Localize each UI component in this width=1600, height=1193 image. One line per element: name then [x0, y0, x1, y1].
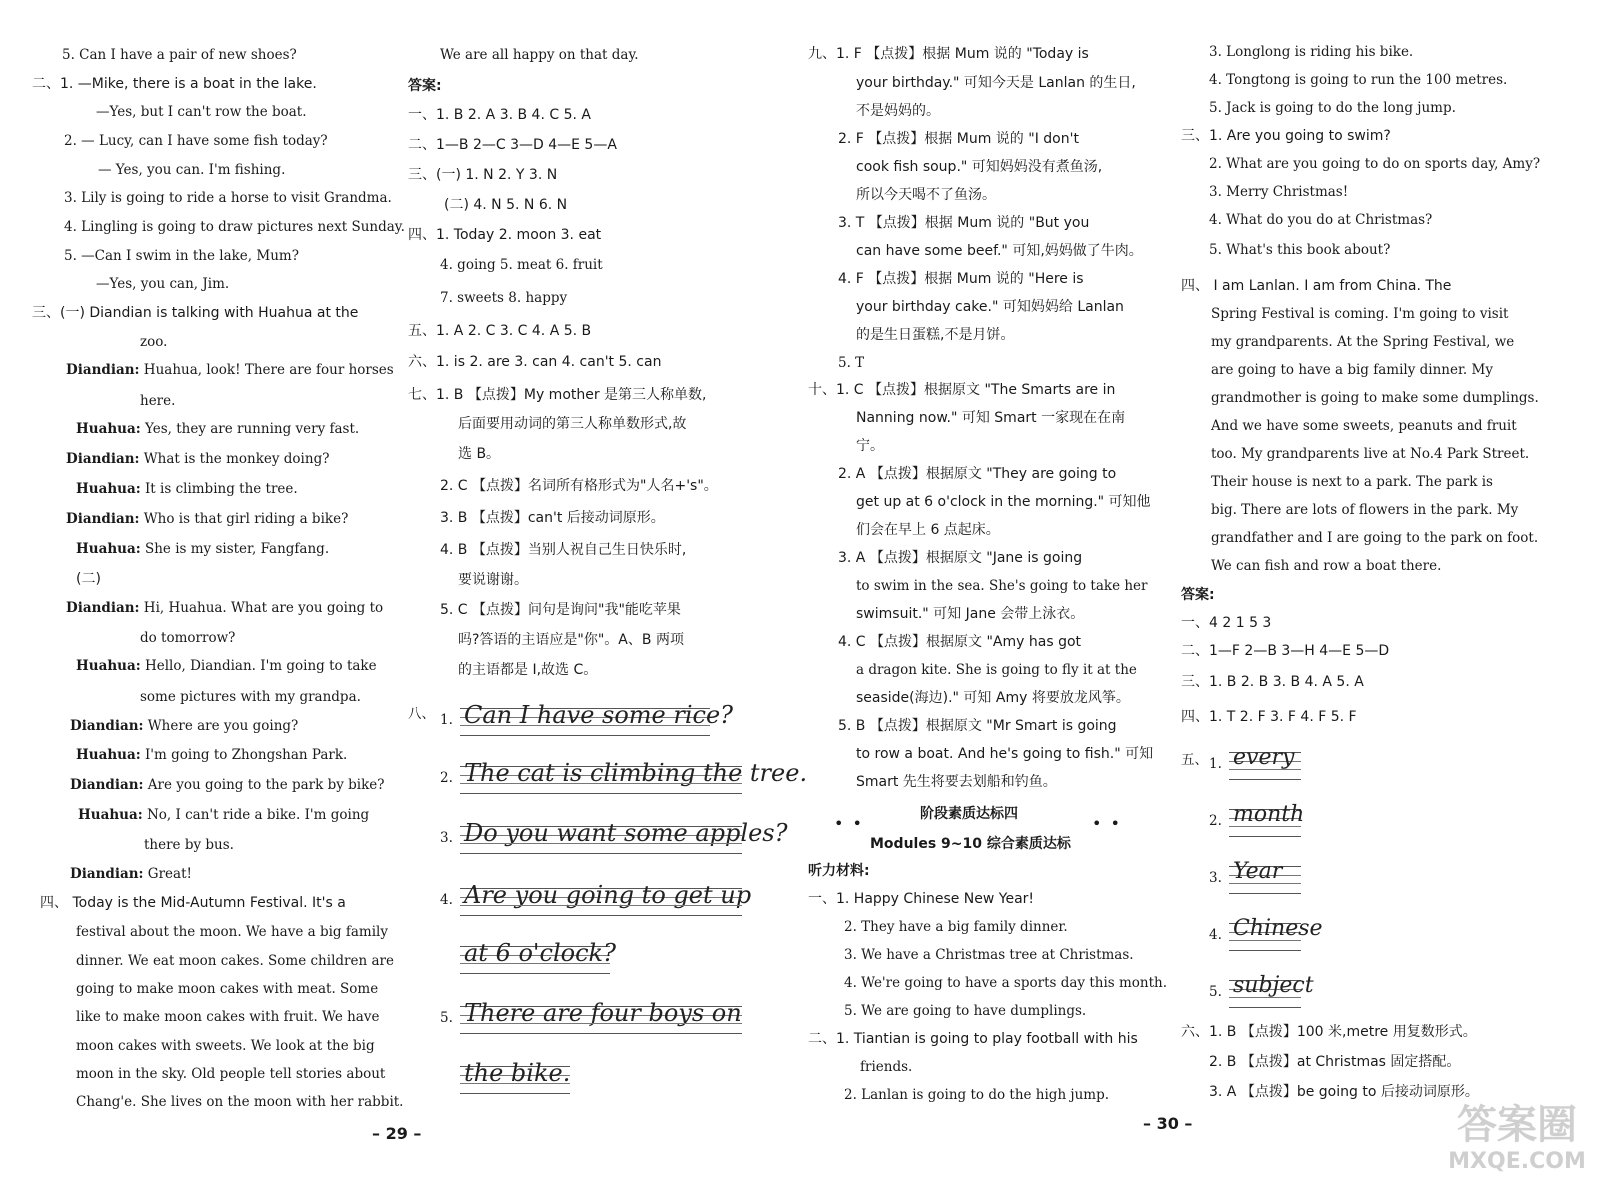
- text-line: Diandian: Are you going to the park by bike?: [70, 777, 385, 793]
- ruled-line: [460, 819, 788, 854]
- text-line: Huahua: She is my sister, Fangfang.: [76, 541, 330, 557]
- text-line: my grandparents. At the Spring Festival, we: [1211, 334, 1515, 350]
- item-number: 1.: [1209, 756, 1222, 772]
- text-line: 4. C 【点拨】根据原文 "Amy has got: [838, 634, 1082, 650]
- text-line: 九、1. F 【点拨】根据 Mum 说的 "Today is: [808, 46, 1089, 62]
- text-line: 7. sweets 8. happy: [440, 290, 568, 306]
- text-line: too. My grandparents live at No.4 Park Street.: [1211, 446, 1530, 462]
- speaker-name: Huahua:: [76, 481, 141, 497]
- text-line: 4. F 【点拨】根据 Mum 说的 "Here is: [838, 271, 1084, 287]
- text-line: 2. B 【点拨】at Christmas 固定搭配。: [1209, 1054, 1461, 1070]
- text-line: grandmother is going to make some dumplings.: [1211, 390, 1539, 406]
- text-line: 5. Can I have a pair of new shoes?: [62, 47, 297, 63]
- text-line: there by bus.: [144, 837, 234, 853]
- handwritten-answer: every: [1233, 745, 1295, 770]
- watermark-logo: [1442, 1101, 1592, 1187]
- ruled-line: [1229, 973, 1314, 1008]
- item-number: 5.: [440, 1010, 453, 1026]
- text-line: 4. What do you do at Christmas?: [1209, 212, 1433, 228]
- text-line: — Yes, you can. I'm fishing.: [98, 162, 286, 178]
- text-line: We are all happy on that day.: [440, 47, 639, 63]
- ruled-line: [1229, 745, 1301, 780]
- text-line: Nanning now." 可知 Smart 一家现在在南: [856, 410, 1126, 426]
- handwritten-answer: Chinese: [1233, 916, 1323, 941]
- text-line: 3. Merry Christmas!: [1209, 184, 1349, 200]
- text-line: 4. Lingling is going to draw pictures next Sunday.: [64, 219, 405, 235]
- text-line: Huahua: Hello, Diandian. I'm going to take: [76, 658, 377, 674]
- text-line: 2. — Lucy, can I have some fish today?: [64, 133, 328, 149]
- text-line: 七、1. B 【点拨】My mother 是第三人称单数,: [408, 387, 707, 403]
- text-line: get up at 6 o'clock in the morning." 可知他: [856, 494, 1151, 510]
- page-divider: [790, 0, 791, 1193]
- item-number: 2.: [1209, 813, 1222, 829]
- text-line: 3. We have a Christmas tree at Christmas.: [844, 947, 1134, 963]
- text-line: Diandian: Where are you going?: [70, 718, 299, 734]
- text-line: 三、1. Are you going to swim?: [1181, 128, 1391, 144]
- ruled-line: [1229, 859, 1301, 894]
- ruled-line: [1229, 802, 1305, 837]
- text-line: moon cakes with sweets. We look at the big: [76, 1038, 375, 1054]
- text-line: 5. We are going to have dumplings.: [844, 1003, 1087, 1019]
- text-line: Diandian: Who is that girl riding a bike?: [66, 511, 349, 527]
- ruled-line: [460, 759, 808, 794]
- text-line: 的主语都是 I,故选 C。: [458, 662, 598, 678]
- text-line: 3. B 【点拨】can't 后接动词原形。: [440, 510, 665, 526]
- section-label-8: 八、: [408, 706, 435, 722]
- speaker-name: Diandian:: [66, 451, 140, 467]
- ruled-line: [460, 701, 734, 736]
- speaker-name: Huahua:: [76, 747, 141, 763]
- text-line: can have some beef." 可知,妈妈做了牛肉。: [856, 243, 1143, 259]
- speaker-name: Huahua:: [78, 807, 143, 823]
- text-line: Huahua: It is climbing the tree.: [76, 481, 298, 497]
- text-line: 的是生日蛋糕,不是月饼。: [856, 327, 1015, 343]
- text-line: 2. C 【点拨】名词所有格形式为"人名+'s"。: [440, 478, 718, 494]
- text-line: 4. going 5. meat 6. fruit: [440, 257, 603, 273]
- text-line: 三、(一) 1. N 2. Y 3. N: [408, 167, 558, 183]
- text-line: 二、1. —Mike, there is a boat in the lake.: [32, 76, 317, 92]
- text-line: 5. Jack is going to do the long jump.: [1209, 100, 1456, 116]
- ruled-line: [460, 939, 616, 974]
- text-line: grandfather and I are going to the park on foot.: [1211, 530, 1539, 546]
- text-line: 二、1—F 2—B 3—H 4—E 5—D: [1181, 643, 1390, 659]
- text-line: 5. C 【点拨】问句是询问"我"能吃苹果: [440, 602, 681, 618]
- handwritten-answer: subject: [1233, 973, 1314, 998]
- handwritten-answer: month: [1233, 802, 1305, 827]
- item-number: 4.: [440, 892, 453, 908]
- handwritten-answer: at 6 o'clock?: [464, 939, 616, 967]
- page-number-left: – 29 –: [372, 1124, 422, 1143]
- speaker-name: Huahua:: [76, 421, 141, 437]
- handwritten-answer: There are four boys on: [464, 999, 742, 1027]
- text-line: 3. A 【点拨】be going to 后接动词原形。: [1209, 1084, 1479, 1100]
- text-line: 2. Lanlan is going to do the high jump.: [844, 1087, 1110, 1103]
- text-line: 4. B 【点拨】当别人祝自己生日快乐时,: [440, 542, 687, 558]
- text-line: Modules 9~10 综合素质达标: [870, 836, 1071, 852]
- text-line: dinner. We eat moon cakes. Some children are: [76, 953, 394, 969]
- fill-in-answers: [1181, 744, 1403, 1014]
- text-line: 答案:: [1181, 587, 1215, 603]
- text-line: 5. B 【点拨】根据原文 "Mr Smart is going: [838, 718, 1117, 734]
- watermark-logo-text: 答案圈: [1457, 1102, 1577, 1148]
- speaker-name: Diandian:: [70, 777, 144, 793]
- text-line: 吗?答语的主语应是"你"。A、B 两项: [458, 632, 684, 648]
- text-line: zoo.: [140, 334, 168, 350]
- text-line: festival about the moon. We have a big family: [76, 924, 388, 940]
- item-number: 3.: [1209, 870, 1222, 886]
- text-line: 听力材料:: [808, 863, 870, 879]
- text-line: Smart 先生将要去划船和钓鱼。: [856, 774, 1057, 790]
- text-line: And we have some sweets, peanuts and fruit: [1211, 418, 1517, 434]
- text-line: big. There are lots of flowers in the park. My: [1211, 502, 1519, 518]
- text-line: Diandian: Hi, Huahua. What are you going to: [66, 600, 384, 616]
- ruled-line: [460, 1059, 571, 1094]
- text-line: here.: [140, 393, 176, 409]
- text-line: 答案:: [408, 78, 442, 94]
- ruled-line: [1229, 916, 1323, 951]
- item-number: 2.: [440, 770, 453, 786]
- text-line: —Yes, but I can't row the boat.: [96, 104, 307, 120]
- text-line: going to make moon cakes with meat. Some: [76, 981, 379, 997]
- text-line: (二): [76, 571, 101, 587]
- text-line: 一、4 2 1 5 3: [1181, 615, 1272, 631]
- item-number: 5.: [1209, 984, 1222, 1000]
- text-line: 3. Lily is going to ride a horse to visit Grandma.: [64, 190, 392, 206]
- text-line: Diandian: Great!: [70, 866, 192, 882]
- text-line: like to make moon cakes with fruit. We have: [76, 1009, 380, 1025]
- text-line: 2. F 【点拨】根据 Mum 说的 "I don't: [838, 131, 1079, 147]
- text-line: Huahua: I'm going to Zhongshan Park.: [76, 747, 348, 763]
- handwritten-answer: Are you going to get up: [464, 881, 752, 909]
- text-line: 一、1. B 2. A 3. B 4. C 5. A: [408, 107, 591, 123]
- text-line: 一、1. Happy Chinese New Year!: [808, 891, 1035, 907]
- handwritten-answer: Do you want some apples?: [464, 819, 788, 847]
- item-number: 3.: [440, 830, 453, 846]
- text-line: to swim in the sea. She's going to take her: [856, 578, 1148, 594]
- text-line: Diandian: What is the monkey doing?: [66, 451, 330, 467]
- text-line: 宁。: [856, 438, 884, 454]
- text-line: 六、1. B 【点拨】100 米,metre 用复数形式。: [1181, 1024, 1477, 1040]
- text-line: 选 B。: [458, 446, 501, 462]
- page-number-right: – 30 –: [1143, 1114, 1193, 1133]
- text-line: 二、1—B 2—C 3—D 4—E 5—A: [408, 137, 617, 153]
- text-line: —Yes, you can, Jim.: [96, 276, 230, 292]
- text-line: 不是妈妈的。: [856, 103, 940, 119]
- handwritten-answer: Year: [1233, 859, 1283, 884]
- text-line: 3. Longlong is riding his bike.: [1209, 44, 1414, 60]
- text-line: 六、1. is 2. are 3. can 4. can't 5. can: [408, 354, 662, 370]
- handwritten-answer: The cat is climbing the tree.: [464, 759, 808, 787]
- text-line: 十、1. C 【点拨】根据原文 "The Smarts are in: [808, 382, 1116, 398]
- text-line: (二) 4. N 5. N 6. N: [444, 197, 568, 213]
- text-line: 2. A 【点拨】根据原文 "They are going to: [838, 466, 1117, 482]
- speaker-name: Diandian:: [66, 600, 140, 616]
- item-number: 1.: [440, 712, 453, 728]
- text-line: your birthday cake." 可知妈妈给 Lanlan: [856, 299, 1124, 315]
- text-line: Huahua: Yes, they are running very fast.: [76, 421, 360, 437]
- text-line: 5. —Can I swim in the lake, Mum?: [64, 248, 299, 264]
- text-line: to row a boat. And he's going to fish." 可知: [856, 746, 1154, 762]
- text-line: some pictures with my grandpa.: [140, 689, 361, 705]
- text-line: Chang'e. She lives on the moon with her rabbit.: [76, 1094, 404, 1110]
- text-line: 要说谢谢。: [458, 572, 528, 588]
- text-line: 四、1. T 2. F 3. F 4. F 5. F: [1181, 709, 1357, 725]
- text-line: 4. We're going to have a sports day this month.: [844, 975, 1168, 991]
- ruled-line: [460, 881, 752, 916]
- ruled-line: [460, 999, 742, 1034]
- text-line: 四、 Today is the Mid-Autumn Festival. It's a: [40, 895, 346, 911]
- text-line: 们会在早上 6 点起床。: [856, 522, 1000, 538]
- speaker-name: Diandian:: [66, 362, 140, 378]
- section-label-5: 五、: [1181, 752, 1208, 768]
- text-line: 二、1. Tiantian is going to play football with his: [808, 1031, 1138, 1047]
- handwriting-answers: [398, 700, 808, 1120]
- text-line: Huahua: No, I can't ride a bike. I'm going: [78, 807, 370, 823]
- text-line: are going to have a big family dinner. My: [1211, 362, 1493, 378]
- decor-dots-right: • •: [1092, 814, 1122, 833]
- text-line: 5. What's this book about?: [1209, 242, 1391, 258]
- text-line: 3. T 【点拨】根据 Mum 说的 "But you: [838, 215, 1090, 231]
- text-line: We can fish and row a boat there.: [1211, 558, 1442, 574]
- text-line: 四、 I am Lanlan. I am from China. The: [1181, 278, 1452, 294]
- text-line: 2. What are you going to do on sports day, Amy?: [1209, 156, 1541, 172]
- decor-dots-left: • •: [834, 814, 864, 833]
- text-line: 后面要用动词的第三人称单数形式,故: [458, 416, 687, 432]
- text-line: Their house is next to a park. The park is: [1211, 474, 1493, 490]
- speaker-name: Huahua:: [76, 658, 141, 674]
- speaker-name: Diandian:: [66, 511, 140, 527]
- text-line: your birthday." 可知今天是 Lanlan 的生日,: [856, 75, 1136, 91]
- text-line: a dragon kite. She is going to fly it at the: [856, 662, 1137, 678]
- text-line: moon in the sky. Old people tell stories about: [76, 1066, 386, 1082]
- text-line: 所以今天喝不了鱼汤。: [856, 187, 996, 203]
- text-line: 三、(一) Diandian is talking with Huahua at the: [32, 305, 359, 321]
- speaker-name: Huahua:: [76, 541, 141, 557]
- text-line: Diandian: Huahua, look! There are four horses: [66, 362, 394, 378]
- text-line: 阶段素质达标四: [920, 806, 1018, 822]
- text-line: seaside(海边)." 可知 Amy 将要放龙风筝。: [856, 690, 1130, 706]
- handwritten-answer: Can I have some rice?: [464, 701, 734, 729]
- speaker-name: Diandian:: [70, 718, 144, 734]
- text-line: 3. A 【点拨】根据原文 "Jane is going: [838, 550, 1083, 566]
- text-line: 4. Tongtong is going to run the 100 metres.: [1209, 72, 1508, 88]
- speaker-name: Diandian:: [70, 866, 144, 882]
- text-line: 2. They have a big family dinner.: [844, 919, 1068, 935]
- text-line: friends.: [860, 1059, 913, 1075]
- text-line: 三、1. B 2. B 3. B 4. A 5. A: [1181, 674, 1364, 690]
- handwritten-answer: the bike.: [464, 1059, 571, 1087]
- text-line: do tomorrow?: [140, 630, 236, 646]
- text-line: 四、1. Today 2. moon 3. eat: [408, 227, 602, 243]
- text-line: 5. T: [838, 355, 865, 371]
- text-line: Spring Festival is coming. I'm going to visit: [1211, 306, 1509, 322]
- text-line: 五、1. A 2. C 3. C 4. A 5. B: [408, 323, 592, 339]
- text-line: cook fish soup." 可知妈妈没有煮鱼汤,: [856, 159, 1103, 175]
- item-number: 4.: [1209, 927, 1222, 943]
- watermark-url: MXQE.COM: [1448, 1149, 1586, 1174]
- text-line: swimsuit." 可知 Jane 会带上泳衣。: [856, 606, 1085, 622]
